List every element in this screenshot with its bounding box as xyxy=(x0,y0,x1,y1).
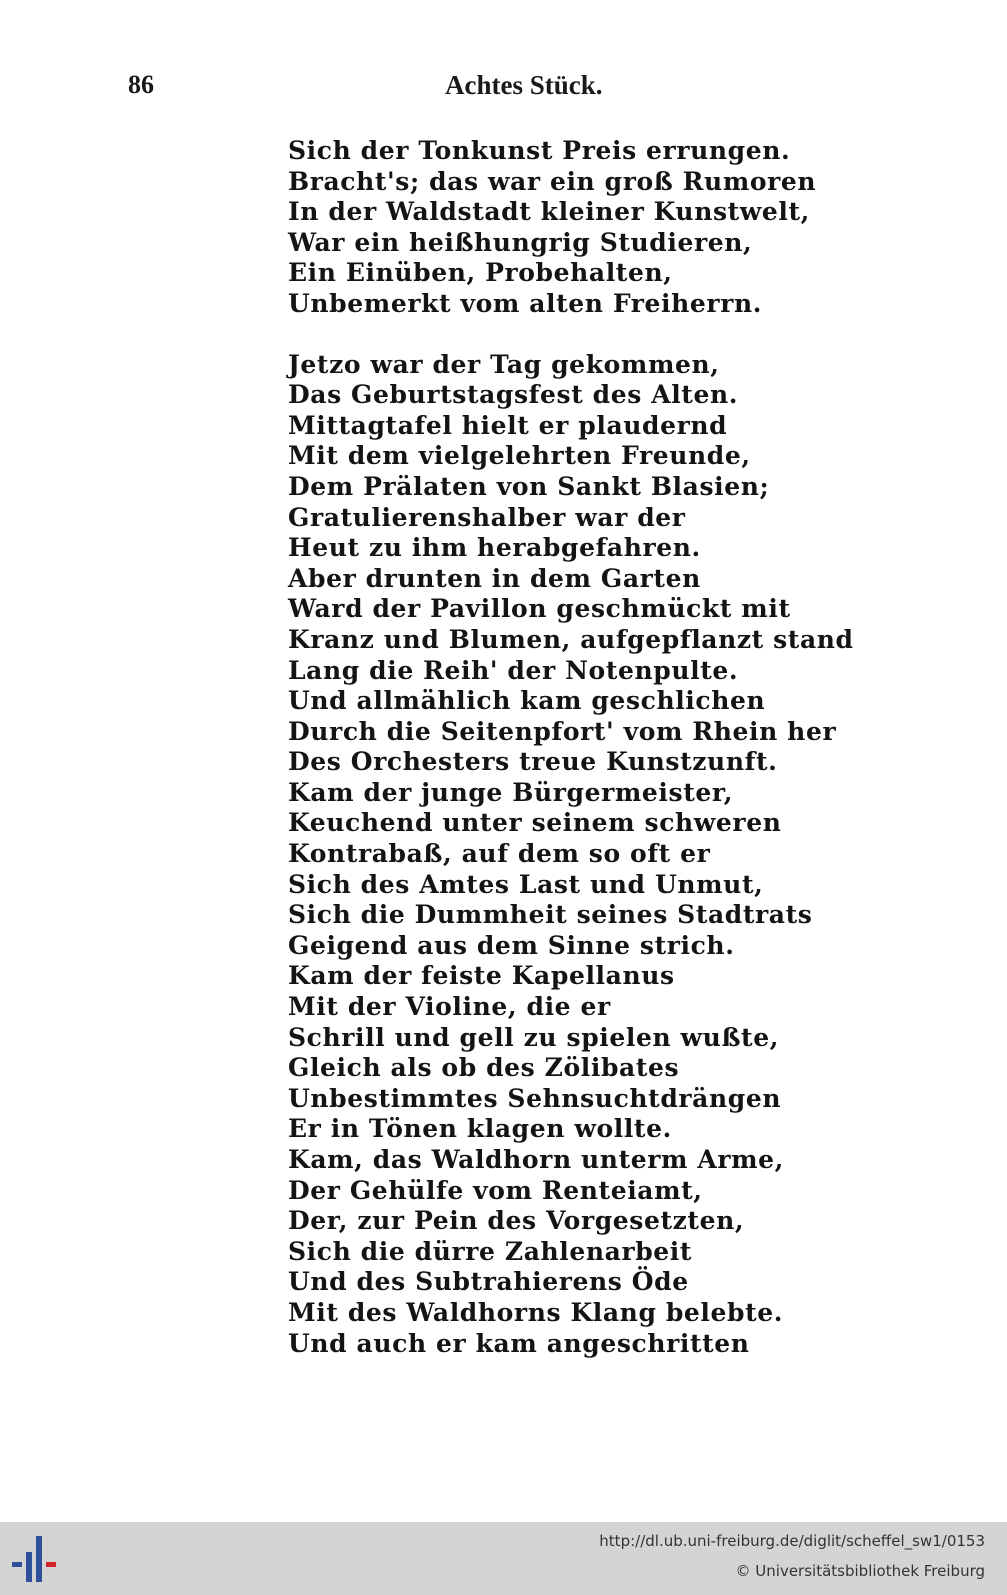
ub-freiburg-logo-icon[interactable] xyxy=(10,1532,64,1586)
poem-line: Sich des Amtes Last und Unmut, xyxy=(288,869,764,899)
poem-line: Kontrabaß, auf dem so oft er xyxy=(288,839,711,869)
poem-line: Sich der Tonkunst Preis errungen. xyxy=(288,136,791,165)
poem-line: Mit des Waldhorns Klang belebte. xyxy=(288,1297,784,1327)
poem-line: Des Orchesters treue Kunstzunft. xyxy=(288,747,778,777)
stanza-1 xyxy=(288,136,848,320)
poem-line: Kam der feiste Kapellanus xyxy=(288,961,675,991)
footer-bar xyxy=(0,1522,1007,1595)
poem-line: Und des Subtrahierens Öde xyxy=(288,1267,689,1297)
copyright-text: © Universitätsbibliothek Freiburg xyxy=(735,1562,985,1580)
page-number: 86 xyxy=(128,70,154,99)
poem-line: Aber drunten in dem Garten xyxy=(288,563,701,593)
logo-mark-blue xyxy=(36,1536,42,1582)
source-url-link[interactable]: http://dl.ub.uni-freiburg.de/diglit/scheffel_sw1/0153 xyxy=(599,1532,985,1550)
poem-line: Kam der junge Bürgermeister, xyxy=(288,777,734,807)
poem-line: Mittagtafel hielt er plaudernd xyxy=(288,410,728,440)
poem-line: Mit dem vielgelehrten Freunde, xyxy=(288,441,751,471)
poem-line: Schrill und gell zu spielen wußte, xyxy=(288,1022,780,1052)
poem-line: Gratulierenshalber war der xyxy=(288,502,686,532)
logo-mark-red xyxy=(46,1562,56,1567)
poem-line: In der Waldstadt kleiner Kunstwelt, xyxy=(288,197,810,227)
poem-line: Sich die dürre Zahlenarbeit xyxy=(288,1236,693,1266)
poem-line: Mit der Violine, die er xyxy=(288,992,611,1022)
poem-line: Heut zu ihm herabgefahren. xyxy=(288,533,701,563)
poem-line: Er in Tönen klagen wollte. xyxy=(288,1114,672,1144)
poem-line: Unbestimmtes Sehnsuchtdrängen xyxy=(288,1083,782,1113)
poem-line: Kam, das Waldhorn unterm Arme, xyxy=(288,1145,784,1174)
poem-line: Ward der Pavillon geschmückt mit xyxy=(288,594,791,624)
logo-mark-blue xyxy=(26,1552,32,1582)
poem-line: Lang die Reih' der Notenpulte. xyxy=(288,655,739,685)
poem-line: Der Gehülfe vom Renteiamt, xyxy=(288,1175,703,1205)
poem-line: Dem Prälaten von Sankt Blasien; xyxy=(288,471,770,501)
poem-line: Der, zur Pein des Vorgesetzten, xyxy=(288,1206,745,1236)
poem-line: Sich die Dummheit seines Stadtrats xyxy=(288,900,813,930)
stanza-2 xyxy=(288,349,854,1360)
poem-line: Und allmählich kam geschlichen xyxy=(288,686,766,716)
poem-line: Und auch er kam angeschritten xyxy=(288,1328,750,1358)
poem-text xyxy=(288,136,854,1359)
poem-line: Keuchend unter seinem schweren xyxy=(288,808,782,838)
poem-line: Jetzo war der Tag gekommen, xyxy=(288,349,720,379)
poem-line: Gleich als ob des Zölibates xyxy=(288,1053,680,1083)
logo-graphic xyxy=(10,1532,64,1586)
poem-line: Geigend aus dem Sinne strich. xyxy=(288,930,735,960)
poem-line: Durch die Seitenpfort' vom Rhein her xyxy=(288,716,837,746)
poem-line: Kranz und Blumen, aufgepflanzt stand xyxy=(288,624,854,654)
poem-line: Das Geburtstagsfest des Alten. xyxy=(288,380,739,410)
poem-line: Unbemerkt vom alten Freiherrn. xyxy=(288,288,763,318)
poem-line: War ein heißhungrig Studieren, xyxy=(288,227,753,257)
poem-line: Ein Einüben, Probehalten, xyxy=(288,258,673,288)
poem-line: Bracht's; das war ein groß Rumoren xyxy=(288,166,817,196)
running-title: Achtes Stück. xyxy=(445,70,603,100)
logo-mark-blue xyxy=(12,1562,22,1567)
